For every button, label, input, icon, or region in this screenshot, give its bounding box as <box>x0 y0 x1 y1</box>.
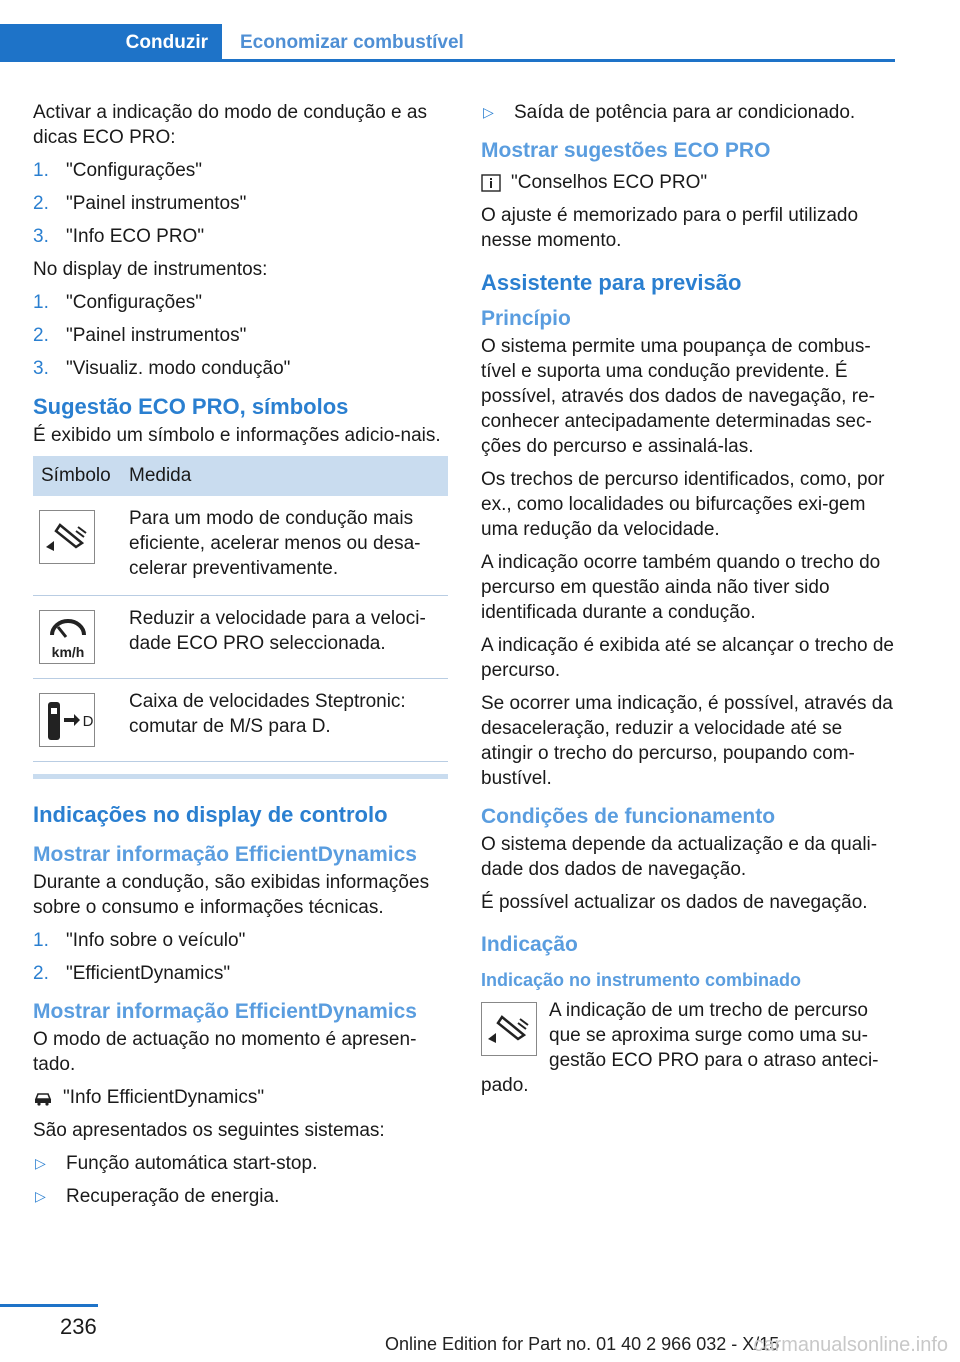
list-item: 2. "EfficientDynamics" <box>33 963 231 984</box>
principle-paragraph-4: A indicação é exibida até se alcançar o trecho de percurso. <box>481 635 894 681</box>
menu-conselhos-eco-pro: "Conselhos ECO PRO" <box>481 170 895 195</box>
list-item: 2. "Painel instrumentos" <box>33 193 247 214</box>
tips-text: O ajuste é memorizado para o perfil utilizado nesse momento. <box>481 205 859 251</box>
list-item: 3. "Visualiz. modo condução" <box>33 358 291 379</box>
steps-list-3 <box>33 928 448 986</box>
show2-text: O modo de actuação no momento é apresen‐tado. <box>33 1029 417 1075</box>
table-row <box>33 496 448 596</box>
foot-release-pedal-icon <box>39 510 95 564</box>
table-cell-text: Caixa de velocidades Steptronic: comutar de M/S para D. <box>121 679 448 762</box>
foot-release-pedal-icon <box>481 1002 537 1056</box>
show1-text: Durante a condução, são exibidas informações sobre o consumo e informações técnicas. <box>33 872 430 918</box>
heading-instrument-cluster-indication: Indicação no instrumento combinado <box>481 970 802 990</box>
heading-control-display: Indicações no display de controlo <box>33 802 388 827</box>
systems-intro: São apresentados os seguintes sistemas: <box>33 1120 385 1141</box>
list-item: 1. "Configurações" <box>33 160 203 181</box>
watermark: carmanualsonline.info <box>753 1334 948 1356</box>
svg-text:D: D <box>82 713 94 730</box>
systems-list-continued <box>481 100 895 125</box>
principle-paragraph-5: Se ocorrer uma indicação, é possível, através da desaceleração, reduzir a velocidade até se atingir o trecho do percurso, poupando com‐bustível. <box>481 693 893 789</box>
heading-principle: Princípio <box>481 307 571 330</box>
chapter-header <box>0 24 895 62</box>
list-item: ▷ Recuperação de energia. <box>35 1186 280 1207</box>
gear-lever-to-d-icon <box>39 693 95 747</box>
heading-symbols: Sugestão ECO PRO, símbolos <box>33 394 349 419</box>
display-intro: No display de instrumentos: <box>33 259 268 280</box>
heading-predictive-assistant: Assistente para previsão <box>481 270 742 295</box>
svg-text:km/h: km/h <box>51 644 85 660</box>
symbols-intro: É exibido um símbolo e informações adicio‐nais. <box>33 425 441 446</box>
table-bottom-rule <box>33 774 448 779</box>
tab-conduzir[interactable]: Conduzir <box>0 24 222 62</box>
page-number: 236 <box>60 1314 97 1339</box>
cluster-indication-text: A indicação de um trecho de percurso que se aproxima surge como uma su‐gestão ECO PRO para o atraso anteci‐pado. <box>481 1000 879 1096</box>
tab-economizar-combustivel[interactable]: Economizar combustível <box>240 32 464 53</box>
edition-text: Online Edition for Part no. 01 40 2 966 032 - X/15 <box>385 1334 780 1354</box>
right-column <box>481 100 895 1106</box>
menu-info-efficientdynamics: "Info EfficientDynamics" <box>33 1085 448 1110</box>
principle-paragraph-2: Os trechos de percurso identificados, como, por ex., como localidades ou bifurcações exi‐gem uma redução da velocidade. <box>481 469 885 540</box>
footer-rule <box>0 1304 98 1307</box>
heading-show-efficientdynamics-1: Mostrar informação EfficientDynamics <box>33 843 417 866</box>
systems-list <box>33 1151 448 1209</box>
symbols-table <box>33 456 448 762</box>
heading-show-eco-pro-tips: Mostrar sugestões ECO PRO <box>481 139 771 162</box>
principle-paragraph-1: O sistema permite uma poupança de combus‐tível e suporta uma condução previdente. É possível, através dos dados de navegação, re‐conhecer antecipadamente determinadas sec‐ções do percurso e assinalá-las. <box>481 336 875 457</box>
conditions-paragraph-2: É possível actualizar os dados de navegação. <box>481 892 868 913</box>
info-icon <box>481 174 501 192</box>
list-item: 1. "Info sobre o veículo" <box>33 930 246 951</box>
steps-list-1 <box>33 158 448 249</box>
table-header-symbol: Símbolo <box>33 456 121 496</box>
steps-list-2 <box>33 290 448 381</box>
heading-operating-conditions: Condições de funcionamento <box>481 805 776 828</box>
efficientdynamics-car-icon <box>33 1089 53 1107</box>
list-item: ▷ Função automática start-stop. <box>35 1153 318 1174</box>
table-cell-text: Reduzir a velocidade para a veloci‐dade ECO PRO seleccionada. <box>121 596 448 679</box>
list-item: 3. "Info ECO PRO" <box>33 226 205 247</box>
table-row <box>33 596 448 679</box>
heading-show-efficientdynamics-2: Mostrar informação EfficientDynamics <box>33 1000 417 1023</box>
heading-indication: Indicação <box>481 933 578 956</box>
principle-paragraph-3: A indicação ocorre também quando o trecho do percurso em questão ainda não tiver sido identificada durante a condução. <box>481 552 881 623</box>
intro-text: Activar a indicação do modo de condução e as dicas ECO PRO: <box>33 102 427 148</box>
list-item: 1. "Configurações" <box>33 292 203 313</box>
table-row <box>33 679 448 762</box>
left-column <box>33 100 448 1217</box>
list-item: ▷ Saída de potência para ar condicionado. <box>483 102 856 123</box>
list-item: 2. "Painel instrumentos" <box>33 325 247 346</box>
table-header-measure: Medida <box>121 456 448 496</box>
conditions-paragraph-1: O sistema depende da actualização e da quali‐dade dos dados de navegação. <box>481 834 878 880</box>
speedometer-kmh-icon <box>39 610 95 664</box>
table-cell-text: Para um modo de condução mais eficiente, acelerar menos ou desa‐celerar preventivamente. <box>121 496 448 596</box>
